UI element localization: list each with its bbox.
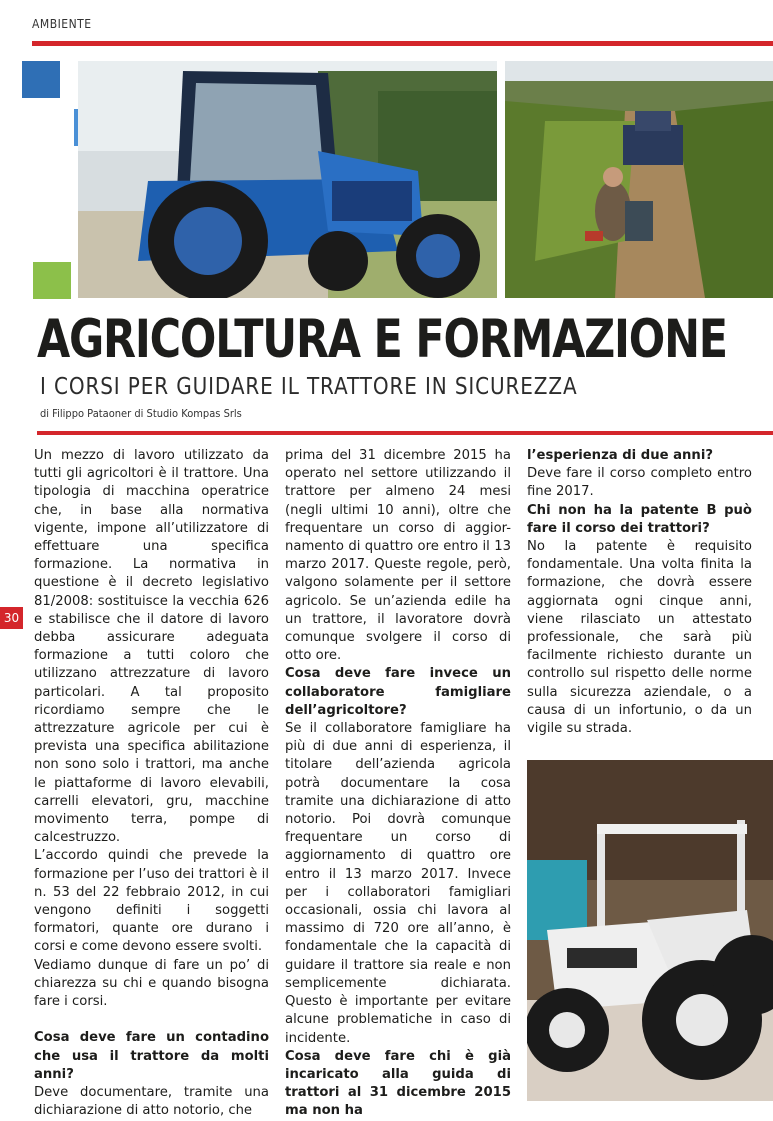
top-rule [32,41,773,46]
question-heading: Cosa deve fare invece un collaboratore famigliare dell’agricoltore? [285,666,511,718]
paragraph: No la patente è requisito fondamentale. Una volta finita la formazione, che dovrà essere aggiornata ogni cinque anni, viene rilasciato un attestato professionale, che sarà più facilmente richiesto durante un controllo sul rispetto delle norme sulla sicurezza aziendale, o a causa di un infortunio, o da un vigile su strada. [527,539,752,737]
article-column-2 [285,447,511,1121]
decor-square [22,61,60,98]
title-rule [37,431,773,435]
question-heading: l’esperienza di due anni? [527,448,713,463]
paragraph: Deve documentare, tramite una dichiarazione di atto notorio, che [34,1084,269,1119]
article-title: AGRICOLTURA E FORMAZIONE [37,309,727,370]
paragraph: Vediamo dunque di fare un po’ di chiarezza su chi e quando bisogna fare i corsi. [34,957,269,1010]
question-heading: Cosa deve fare un contadino che usa il trattore da molti anni? [34,1030,269,1082]
vineyard-photo [505,61,773,298]
paragraph: Se il collaboratore famigliare ha più di due anni di esperienza, il titolare dell’azienda agricola potrà documentare la cosa tramite una dichiarazione di atto notorio. Poi dovrà comunque frequentare un corso di aggiornamento di quattro ore entro il 13 marzo 2017. Invece per i collaboratori famigliari occasionali, ossia chi lavora al massimo di 720 ore all’anno, è fondamentale che la capacità di guidare il trattore sia reale e non semplicemente dichiarata. Questo è importante per evitare alcune problematiche in caso di incidente. [285,721,511,1046]
byline: di Filippo Pataoner di Studio Kompas Srls [40,407,242,420]
spacer [34,1011,269,1029]
question-heading: Chi non ha la patente B può fare il corso dei trattori? [527,502,752,536]
paragraph: Un mezzo di lavoro utilizzato da tutti gli agricoltori è il trattore. Una tipologia di macchina operatrice che, in base alla normativa vigente, impone all’utilizzatore di effettuare una specifica formazione. La normativa in questione è il decreto legislativo 81/2008: sostituisce la vecchia 626 e stabilisce che il datore di lavoro debba assicurare adeguata formazione a tutti coloro che utilizzano attrezzature di lavoro particolari. A tal proposito ricordiamo sempre che le attrezzature agricole per cui è prevista una specifica abilitazione non sono solo i trattori, ma anche le piattaforme di lavoro elevabili, carrelli elevatori, gru, macchine movimento terra, pompe di calcestruzzo. [34,448,269,846]
tractor-photo [78,61,497,298]
paragraph: L’accordo quindi che prevede la formazione per l’uso dei trattori è il n. 53 del 22 febbraio 2012, in cui vengono definiti i soggetti formatori, quante ore durano i corsi e come devono essere svolti. [34,848,269,955]
paragraph: Deve fare il corso completo entro fine 2017. [527,466,752,500]
section-label: AMBIENTE [32,17,92,31]
question-heading: Cosa deve fare chi è già incaricato alla guida di trattori al 31 dicembre 2015 ma non ha [285,1048,511,1119]
paragraph: prima del 31 dicembre 2015 ha operato nel settore utilizzando il trattore per almeno 24 mesi (negli ultimi 10 anni), oltre che frequentare un corso di aggior-namento di quattro ore entro il 13 marzo 2017. Queste regole, però, valgono solamente per il settore agricolo. Se un’azienda edile ha un trattore, il lavoratore dovrà comunque svolgere il corso di otto ore. [285,448,511,664]
white-tractor-photo [527,760,773,1101]
article-subtitle: I CORSI PER GUIDARE IL TRATTORE IN SICUREZZA [40,374,578,400]
decor-square [33,262,71,299]
page-number: 30 [0,607,23,629]
article-column-1 [34,447,269,1120]
article-column-3 [527,447,752,738]
